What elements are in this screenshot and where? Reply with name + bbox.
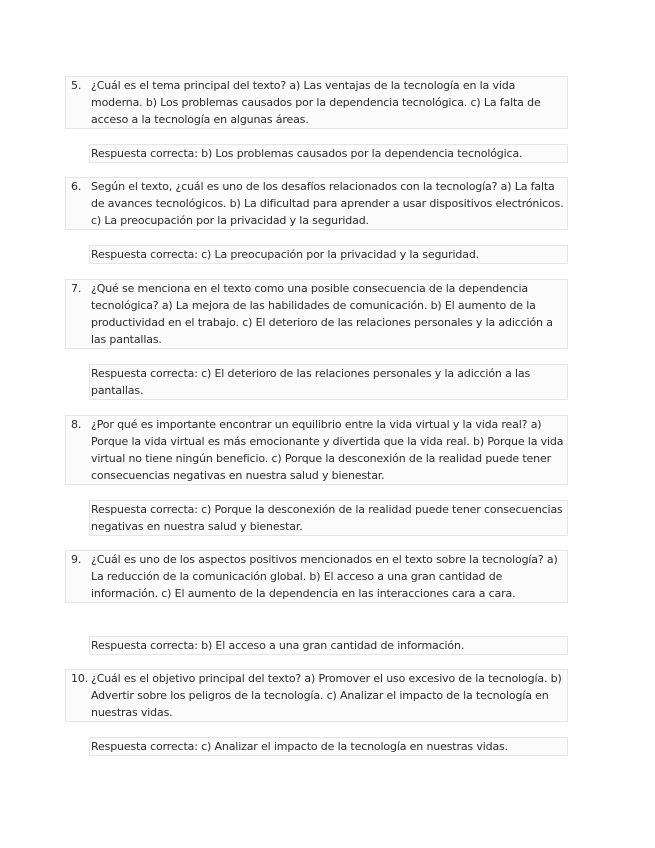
- question-number: 10.: [71, 672, 89, 685]
- answer-6: Respuesta correcta: c) La preocupación por la privacidad y la seguridad.: [89, 245, 568, 264]
- question-10: [65, 669, 568, 722]
- question-text: ¿Cuál es el objetivo principal del texto? a) Promover el uso excesivo de la tecnología. b) Advertir sobre los peligros de la tecnología. c) Analizar el impacto de la tecnología en nuestras vidas.: [91, 672, 562, 719]
- question-text: Según el texto, ¿cuál es uno de los desafíos relacionados con la tecnología? a) La falta de avances tecnológicos. b) La dificultad para aprender a usar dispositivos electrónicos. c) La preocupación por la privacidad y la seguridad.: [91, 180, 564, 227]
- question-number: 9.: [71, 553, 82, 566]
- question-9: [65, 550, 568, 603]
- question-5: [65, 76, 568, 129]
- question-text: ¿Qué se menciona en el texto como una posible consecuencia de la dependencia tecnológica? a) La mejora de las habilidades de comunicación. b) El aumento de la productividad en el trabajo. c) El deterioro de las relaciones personales y la adicción a las pantallas.: [91, 282, 553, 346]
- question-8: [65, 415, 568, 485]
- answer-7: Respuesta correcta: c) El deterioro de las relaciones personales y la adicción a las pantallas.: [89, 364, 568, 400]
- answer-8: Respuesta correcta: c) Porque la desconexión de la realidad puede tener consecuencias negativas en nuestra salud y bienestar.: [89, 500, 568, 536]
- question-text: ¿Cuál es el tema principal del texto? a) Las ventajas de la tecnología en la vida moderna. b) Los problemas causados por la dependencia tecnológica. c) La falta de acceso a la tecnología en algunas áreas.: [91, 79, 541, 126]
- question-text: ¿Por qué es importante encontrar un equilibrio entre la vida virtual y la vida real? a) Porque la vida virtual es más emocionante y divertida que la vida real. b) Porque la vida virtual no tiene ningún beneficio. c) Porque la desconexión de la realidad puede tener consecuencias negativas en nuestra salud y bienestar.: [91, 418, 564, 482]
- question-text: ¿Cuál es uno de los aspectos positivos mencionados en el texto sobre la tecnología? a) La reducción de la comunicación global. b) El acceso a una gran cantidad de información. c) El aumento de la dependencia en las interacciones cara a cara.: [91, 553, 558, 600]
- question-number: 6.: [71, 180, 82, 193]
- question-7: [65, 279, 568, 349]
- answer-5: Respuesta correcta: b) Los problemas causados por la dependencia tecnológica.: [89, 144, 568, 163]
- question-6: [65, 177, 568, 230]
- answer-9: Respuesta correcta: b) El acceso a una gran cantidad de información.: [89, 636, 568, 655]
- question-number: 8.: [71, 418, 82, 431]
- answer-10: Respuesta correcta: c) Analizar el impacto de la tecnología en nuestras vidas.: [89, 737, 568, 756]
- question-number: 7.: [71, 282, 82, 295]
- question-number: 5.: [71, 79, 82, 92]
